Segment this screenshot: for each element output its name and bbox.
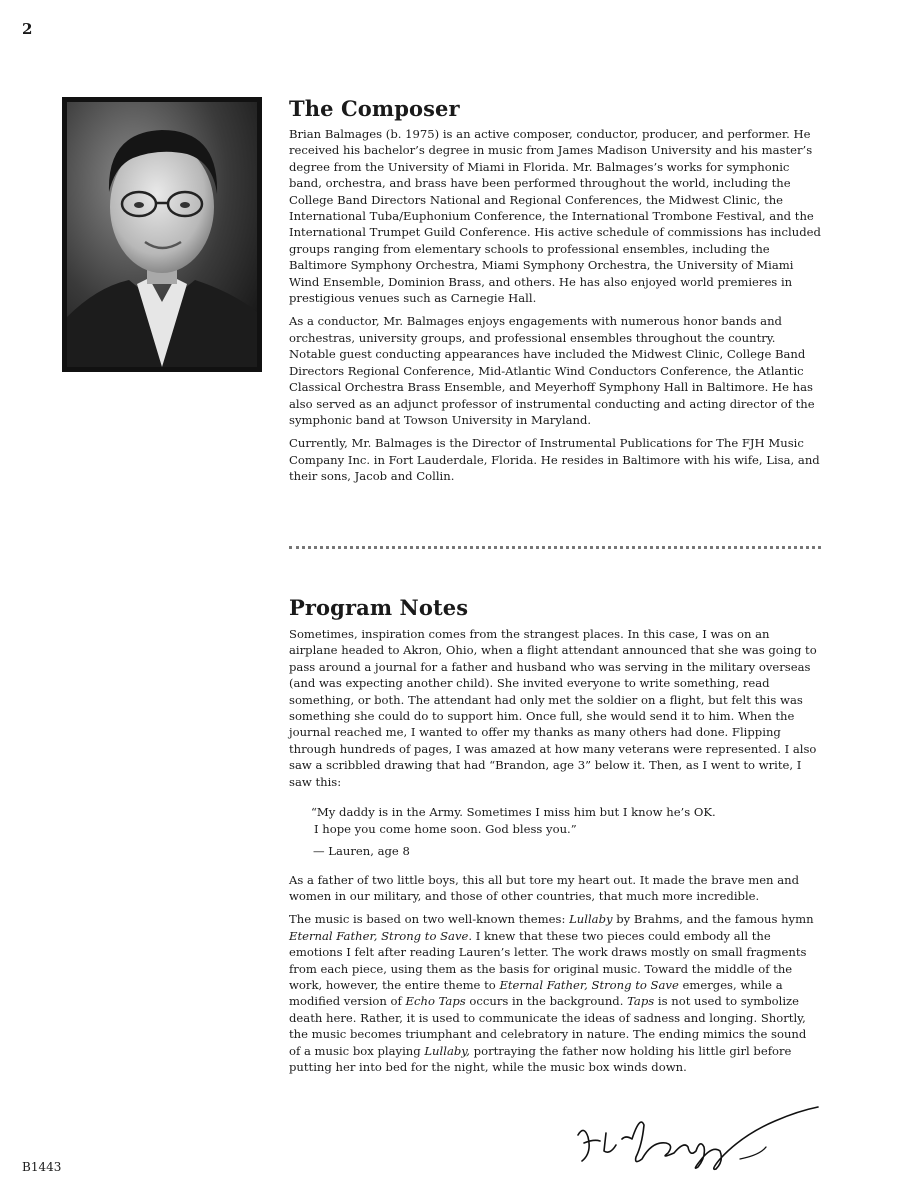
music-text-2: by Brahms, and the famous hymn	[612, 912, 814, 927]
program-notes-music-paragraph	[289, 911, 821, 1075]
composer-heading: The Composer	[289, 96, 460, 121]
music-title-taps: Taps	[627, 994, 655, 1009]
music-text-7: portraying the father now holding his little girl before putting her into bed for the night, while the music box winds down.	[289, 1043, 792, 1075]
quote-line-1: “My daddy is in the Army. Sometimes I miss him but I know he’s OK.	[311, 805, 716, 820]
music-title-lullaby-2: Lullaby,	[424, 1043, 470, 1058]
page-number: 2	[22, 20, 33, 38]
section-divider	[289, 546, 821, 549]
music-title-eternal-father-2: Eternal Father, Strong to Save	[499, 978, 679, 992]
quote-attribution: — Lauren, age 8	[313, 844, 410, 859]
composer-signature	[570, 1095, 825, 1175]
program-notes-reflection: As a father of two little boys, this all but tore my heart out. It made the brave men and women in our military, and those of other countries, that much more incredible.	[289, 872, 800, 903]
composer-portrait-image	[67, 102, 257, 367]
music-text-6: is not used to symbolize death here. Rather, it is used to communicate the ideas of sadness and longing. Shortly, the music becomes triumphant and celebratory in nature. The ending mimics the sound of a music box playing	[289, 994, 807, 1058]
program-notes-heading: Program Notes	[289, 595, 469, 620]
quote-line-2: I hope you come home soon. God bless you.”	[314, 821, 577, 836]
program-notes-intro: Sometimes, inspiration comes from the strangest places. In this case, I was on an airplane headed to Akron, Ohio, when a flight attendant announced that she was going to pass around a journal for a father and husband who was serving in the military overseas (and was expecting another child). She invited everyone to write something, read something, or both. The attendant had only met the soldier on a flight, but felt this was something she could do to support him. Once full, she would send it to him. When the journal reached me, I wanted to offer my thanks as many others had done. Flipping through hundreds of pages, I was amazed at how many veterans were represented. I also saw a scribbled drawing that had “Brandon, age 3” below it. Then, as I went to write, I saw this:	[289, 627, 817, 789]
music-title-echo-taps: Echo Taps	[405, 994, 466, 1009]
composer-current-paragraph: Currently, Mr. Balmages is the Director of Instrumental Publications for The FJH Music Company Inc. in Fort Lauderdale, Florida. He resides in Baltimore with his wife, Lisa, and their sons, Jacob and Collin.	[289, 436, 820, 484]
music-text-1: The music is based on two well-known themes:	[289, 912, 570, 927]
composer-section	[289, 96, 821, 485]
program-notes-section	[289, 595, 821, 1075]
composer-conductor-paragraph: As a conductor, Mr. Balmages enjoys engagements with numerous honor bands and orchestras, university groups, and professional ensembles throughout the country. Notable guest conducting appearances have included the Midwest Clinic, College Band Directors Regional Conference, Mid-Atlantic Wind Conductors Conference, the Atlantic Classical Orchestra Brass Ensemble, and Meyerhoff Symphony Hall in Baltimore. He has also served as an adjunct professor of instrumental conducting and acting director of the symphonic band at Towson University in Maryland.	[289, 314, 815, 427]
music-title-eternal-father: Eternal Father, Strong to Save	[289, 928, 469, 943]
music-text-3: . I knew that these two pieces could embody all the emotions I felt after reading Lauren’s letter. The work draws mostly on small fragments from each piece, using them as the basis for original music. Toward the middle of the work, however, the entire theme to	[289, 928, 807, 992]
music-text-4: emerges, while a modified version of	[289, 978, 783, 1009]
catalog-number: B1443	[22, 1160, 62, 1174]
composer-bio-paragraph: Brian Balmages (b. 1975) is an active composer, conductor, producer, and performer. He received his bachelor’s degree in music from James Madison University and his master’s degree from the University of Miami in Florida. Mr. Balmages’s works for symphonic band, orchestra, and brass have been performed throughout the world, including the College Band Directors National and Regional Conferences, the Midwest Clinic, the International Tuba/Euphonium Conference, the International Trombone Festival, and the International Trumpet Guild Conference. His active schedule of commissions has included groups ranging from elementary schools to professional ensembles, including the Baltimore Symphony Orchestra, Miami Symphony Orchestra, the University of Miami Wind Ensemble, Dominion Brass, and others. He has also enjoyed world premieres in prestigious venues such as Carnegie Hall.	[289, 127, 821, 306]
lauren-quote	[311, 804, 821, 860]
music-text-5: occurs in the background.	[465, 994, 628, 1009]
music-title-lullaby: Lullaby	[569, 912, 613, 927]
composer-photo	[62, 97, 262, 372]
